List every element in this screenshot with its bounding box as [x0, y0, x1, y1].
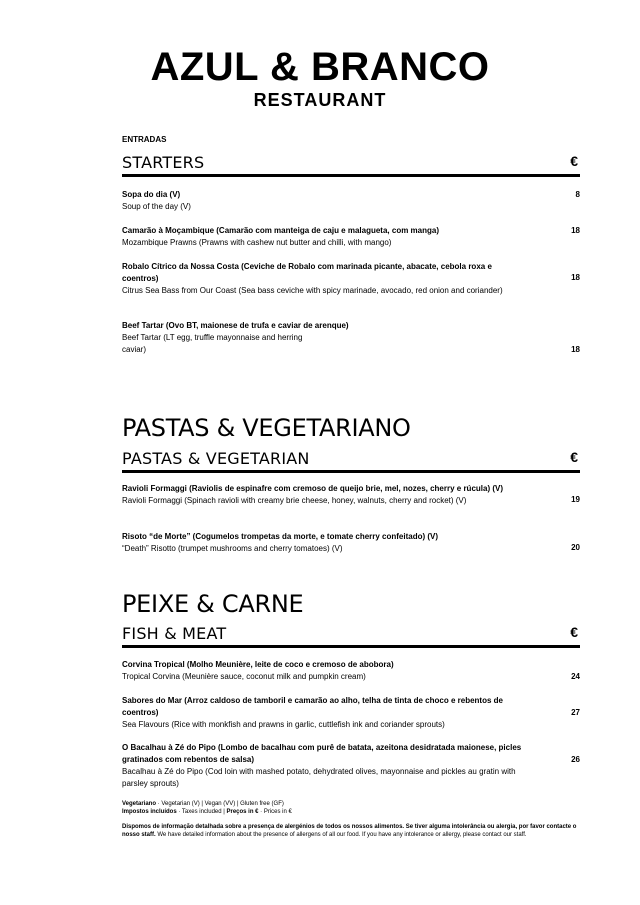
- restaurant-title: AZUL & BRANCO: [150, 45, 490, 89]
- legend-tax-label: Impostos incluídos: [122, 809, 177, 815]
- section-header-starters: [122, 153, 580, 173]
- section-divider: [122, 174, 580, 177]
- item-name-en: Beef Tartar (LT egg, truffle mayonnaise and herring caviar): [122, 333, 303, 354]
- item-name-en: Bacalhau à Zé do Pipo (Cod loin with mashed potato, dehydrated olives, mayonnaise and pickles au gratin with parsley sprouts): [122, 767, 516, 788]
- item-price: 19: [571, 495, 580, 504]
- item-name-pt: Sabores do Mar (Arroz caldoso de tamboril e camarão ao alho, telha de tinta de choco e rebentos de coentros): [122, 696, 503, 717]
- item-price: 8: [575, 190, 580, 199]
- section-divider: [122, 470, 580, 473]
- menu-item: [122, 695, 522, 731]
- legend-veg-text: · Vegetarian (V) | Vegan (VV) | Gluten free (GF): [156, 801, 284, 807]
- item-price: 18: [571, 226, 580, 235]
- menu-item: [122, 531, 522, 555]
- menu-item: [122, 483, 522, 507]
- legend-tax-text: · Taxes included |: [176, 809, 227, 815]
- item-price: 18: [571, 273, 580, 282]
- item-name-en: Ravioli Formaggi (Spinach ravioli with creamy brie cheese, honey, walnuts, cherry and rocket) (V): [122, 496, 467, 505]
- legend-veg-label: Vegetariano: [122, 801, 157, 807]
- currency-symbol: €: [570, 153, 578, 169]
- allergen-notice-en: We have detailed information about the presence of allergens of all our food. If you have any intolerance or allergy, please contact our staff.: [155, 832, 527, 838]
- item-name-pt: Corvina Tropical (Molho Meunière, leite de coco e cremoso de abobora): [122, 660, 394, 669]
- menu-item: [122, 189, 522, 213]
- item-price: 18: [571, 345, 580, 354]
- allergen-notice-pt: Dispomos de informação detalhada sobre a presença de alergénios de todos os nossos alimentos. Se tiver alguma intolerância ou alergia, por favor contacte o nosso staff.: [122, 824, 577, 838]
- allergen-notice: [122, 823, 582, 839]
- item-name-en: Mozambique Prawns (Prawns with cashew nut butter and chilli, with mango): [122, 238, 392, 247]
- legend-dietary: [122, 800, 582, 816]
- section-heading-pt: PASTAS & VEGETARIANO: [122, 414, 411, 442]
- currency-symbol: €: [570, 624, 578, 640]
- item-name-pt: O Bacalhau à Zé do Pipo (Lombo de bacalhau com purê de batata, azeitona desidratada maionese, picles gratinados com rebentos de salsa): [122, 743, 522, 764]
- menu-item: [122, 659, 522, 683]
- item-price: 20: [571, 543, 580, 552]
- item-name-en: Sea Flavours (Rice with monkfish and prawns in garlic, cuttlefish ink and coriander sprouts): [122, 720, 445, 729]
- item-name-en: “Death” Risotto (trumpet mushrooms and cherry tomatoes) (V): [122, 544, 343, 553]
- item-name-pt: Sopa do dia (V): [122, 190, 181, 199]
- item-price: 24: [571, 672, 580, 681]
- restaurant-subtitle: RESTAURANT: [253, 90, 387, 110]
- legend-price-label: Preços in €: [226, 809, 259, 815]
- section-divider: [122, 645, 580, 648]
- section-label-entradas: ENTRADAS: [122, 135, 167, 144]
- item-price: 26: [571, 755, 580, 764]
- menu-item: [122, 225, 522, 249]
- menu-item: [122, 742, 522, 790]
- section-header-fish-meat: [122, 624, 580, 644]
- section-title: PASTAS & VEGETARIAN: [122, 449, 310, 468]
- menu-item: [122, 320, 349, 356]
- section-title: FISH & MEAT: [122, 624, 227, 643]
- item-name-pt: Robalo Cítrico da Nossa Costa (Ceviche de Robalo com marinada picante, abacate, cebola roxa e coentros): [122, 262, 492, 283]
- item-price: 27: [571, 708, 580, 717]
- menu-item: [122, 261, 522, 297]
- item-name-pt: Beef Tartar (Ovo BT, maionese de trufa e caviar de arenque): [122, 321, 349, 330]
- item-name-en: Tropical Corvina (Meunière sauce, coconut milk and pumpkin cream): [122, 672, 366, 681]
- item-name-pt: Camarão à Moçambique (Camarão com manteiga de caju e malagueta, com manga): [122, 226, 439, 235]
- item-name-en: Soup of the day (V): [122, 202, 191, 211]
- item-name-pt: Risoto “de Morte” (Cogumelos trompetas da morte, e tomate cherry confeitado) (V): [122, 532, 439, 541]
- item-name-en: Citrus Sea Bass from Our Coast (Sea bass ceviche with spicy marinade, avocado, red onion and coriander): [122, 286, 503, 295]
- item-name-pt: Ravioli Formaggi (Raviolis de espinafre com cremoso de queijo brie, mel, nozes, cherry e rúcula) (V): [122, 484, 503, 493]
- legend-price-text: · Prices in €: [258, 809, 292, 815]
- section-header-pastas: [122, 449, 580, 469]
- section-heading-pt: PEIXE & CARNE: [122, 590, 304, 618]
- currency-symbol: €: [570, 449, 578, 465]
- section-title: STARTERS: [122, 153, 205, 172]
